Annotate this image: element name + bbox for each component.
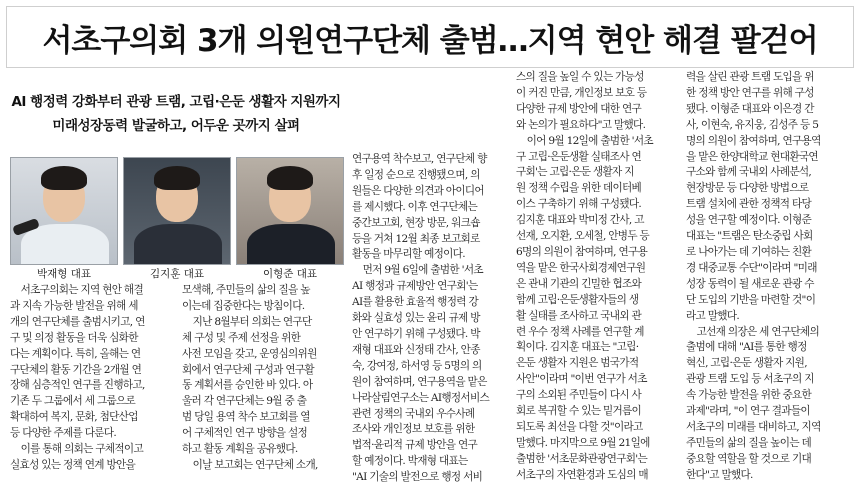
text-line: 사, 이현숙, 유지웅, 김성주 등 5	[686, 118, 819, 131]
text-line: AI를 활용한 효율적 행정력 강	[352, 296, 478, 309]
text-line: 라고 말했다.	[686, 309, 740, 322]
text-line: 서초구의 자연환경과 도심의 매	[516, 468, 648, 481]
text-line: 사안"이라며 "이번 연구가 서초	[516, 373, 647, 386]
text-line: 원 정책 수립을 위한 데이터베	[516, 182, 642, 195]
text-line: 혁신, 고립·은둔 생활자 지원,	[686, 357, 807, 370]
headline-bar	[6, 6, 854, 68]
text-line: 원이 참여하며, 연구용역을 맡은	[352, 375, 487, 388]
text-line: 법적·윤리적 규제 방안을 연구	[352, 439, 478, 452]
text-line: 과 지속 가능한 발전을 위해 세	[10, 299, 138, 312]
article-column-5	[686, 70, 850, 484]
article-column-3	[352, 152, 512, 486]
text-line: 장해 심층적인 연구를 진행하고,	[10, 379, 145, 392]
text-line: 대표는 "트램은 탄소중립 사회	[686, 230, 813, 243]
text-line: 울러 각 연구단체는 9월 중 출	[182, 395, 307, 408]
text-line: 이어 9월 12일에 출범한 '서초	[526, 134, 653, 147]
text-line: 스의 질을 높일 수 있는 가능성	[516, 71, 644, 83]
text-line: 트램 설치에 관한 정책적 타당	[686, 198, 812, 211]
text-line: 이날 보고회는 연구단체 소개,	[192, 458, 318, 471]
photo-row	[10, 157, 344, 283]
text-line: 구회'는 고립·은둔 생활자 지	[516, 166, 634, 179]
person-hair	[154, 166, 200, 190]
article-column-2	[182, 283, 344, 474]
text-line: 화와 실효성 있는 윤리 규제 방	[352, 312, 480, 325]
text-line: 획이다. 김지훈 대표는 "고립·	[516, 341, 639, 354]
text-line: 후 일정 순으로 진행됐으며, 의	[352, 168, 480, 181]
text-line: 기존 두 그룹에서 세 그룹으로	[10, 395, 136, 408]
text-line: 관광 트램 도입 등 서초구의 지	[686, 373, 814, 386]
text-line: 구의 소외된 주민들이 다시 사	[516, 389, 642, 402]
text-line: 모색해, 주민들의 삶의 질을 높	[182, 284, 310, 296]
text-line: 를 제시했다. 이후 연구단체는	[352, 200, 478, 213]
text-line: 다양한 규제 방안에 대한 연구	[516, 102, 642, 115]
text-line: 함께 고립·은둔생활자들의 생	[516, 293, 639, 306]
text-line: 구 및 의정 활동을 더욱 심화한	[10, 331, 138, 344]
text-line: 등 다양한 주제를 다룬다.	[10, 427, 117, 440]
text-line: 출범한 '서초문화관광연구회'는	[516, 452, 648, 465]
text-line: 연구용역 착수보고, 연구단체 향	[352, 153, 487, 165]
text-line: 나라살림연구소는 AI행정서비스	[352, 391, 490, 404]
portrait-photo-3	[236, 157, 344, 265]
text-line: 명의 의원이 참여하며, 연구용역	[686, 134, 821, 147]
text-line: 한다"고 말했다.	[686, 468, 753, 481]
text-line: 성장 동력이 될 새로운 관광 수	[686, 277, 814, 290]
photo-caption: 박재형 대표	[36, 268, 92, 280]
text-line: 등을 거쳐 12월 최종 보고회로	[352, 232, 480, 245]
photo-card-1	[10, 157, 118, 283]
article-headline: 서초구의회 3개 의원연구단체 출범…지역 현안 해결 팔걷어	[42, 22, 818, 59]
text-line: 단 도입의 기반을 마련할 것"이	[686, 293, 816, 306]
text-line: 활동을 마무리할 예정이다.	[352, 248, 465, 261]
person-hair	[41, 166, 87, 190]
text-line: 동 계획서를 승인한 바 있다. 아	[182, 379, 313, 392]
photo-caption: 이형준 대표	[262, 268, 318, 280]
text-line: 되도록 최선을 다할 것"이라고	[516, 420, 643, 433]
text-line: 구 고립·은둔생활 실태조사 연	[516, 150, 642, 163]
text-line: 과제"라며, "이 연구 결과들이	[686, 405, 810, 418]
text-line: 활 실태를 조사하고 국내외 관	[516, 309, 642, 322]
photo-card-3	[236, 157, 344, 283]
article-column-1	[10, 283, 172, 474]
text-line: 회로 복귀할 수 있는 밑거름이	[516, 405, 642, 418]
text-line: 와 논의가 필요하다"고 말했다.	[516, 118, 646, 131]
text-line: 서초구의 미래를 대비하고, 지역	[686, 420, 821, 433]
text-line: 관련 정책의 국내외 우수사례	[352, 407, 475, 420]
text-line: 은 관내 기관의 긴밀한 협조와	[516, 277, 642, 290]
text-line: 중간보고회, 현장 방문, 워크숍	[352, 216, 480, 229]
text-line: 고선재 의장은 세 연구단체의	[696, 325, 819, 338]
text-line: 안 연구하기 위해 구성됐다. 박	[352, 327, 480, 340]
text-line: 개의 연구단체를 출범시키고, 연	[10, 315, 145, 328]
portrait-photo-2	[123, 157, 231, 265]
text-line: 됐다. 이형준 대표와 이은경 간	[686, 102, 814, 115]
text-line: 로 나아가는 데 기여하는 친환	[686, 245, 812, 258]
photo-caption: 김지훈 대표	[149, 268, 205, 280]
text-line: 력을 살린 관광 트램 도입을 위	[686, 71, 814, 83]
subheadline-line-2: 미래성장동력 발굴하고, 어두운 곳까지 살펴	[52, 118, 300, 134]
text-line: 경 대중교통 수단"이라며 "미래	[686, 261, 817, 274]
text-line: 이를 통해 의회는 구체적이고	[20, 443, 143, 456]
text-line: 을 맡은 한양대학교 현대환국연	[686, 150, 818, 163]
article-column-4	[516, 70, 678, 484]
text-line: 한 정책 방안 연구를 위해 구성	[686, 86, 814, 99]
person-hair	[267, 166, 313, 190]
text-line: 서초구의회는 지역 현안 해결	[20, 284, 143, 296]
text-line: 구소와 함께 국내외 사례분석,	[686, 166, 812, 179]
text-line: 사전 모임을 갖고, 운영심의위원	[182, 347, 317, 360]
text-line: 할 예정이다. 박재형 대표는	[352, 455, 468, 468]
text-line: 어 구체적인 연구 방향을 설정	[182, 427, 308, 440]
text-line: 구단체의 활동 기간을 2개월 연	[10, 363, 142, 376]
person-body	[21, 224, 109, 265]
text-line: 출범에 대해 "AI를 통한 행정	[686, 341, 807, 354]
text-line: 숙, 강여정, 하서영 등 5명의 의	[352, 359, 482, 372]
text-line: 은둔 생활자 지원은 범국가적	[516, 357, 639, 370]
text-line: 재형 대표와 신정태 간사, 안종	[352, 343, 480, 356]
text-line: 이스 구축하기 위해 구성됐다.	[516, 198, 642, 211]
text-line: 말했다. 마지막으로 9월 21일에	[516, 436, 650, 449]
person-body	[247, 224, 335, 265]
text-line: 확대하여 복지, 문화, 첨단산업	[10, 411, 138, 424]
text-line: 회에서 연구단체 구성과 연구활	[182, 363, 314, 376]
text-line: 선재, 오지환, 오세철, 안병두 등	[516, 230, 650, 243]
text-line: 먼저 9월 6일에 출범한 '서초	[362, 264, 483, 277]
text-line: AI 행정과 규제방안 연구회'는	[352, 280, 478, 293]
text-line: 주민들의 삶의 질을 높이는 데	[686, 436, 812, 449]
text-line: 김지훈 대표와 박미정 간사, 고	[516, 214, 644, 227]
text-line: 하고 활동 계획을 공유했다.	[182, 443, 298, 456]
text-line: 현장방문 등 다양한 방법으로	[686, 182, 809, 195]
text-line: 조사와 개인정보 보호를 위한	[352, 423, 475, 436]
text-line: 6명의 의원이 참여하며, 연구용	[516, 245, 648, 258]
text-line: 실효성 있는 정책 연계 방안을	[10, 458, 136, 471]
text-line: 지난 8월부터 의회는 연구단	[192, 315, 312, 328]
text-line: 범 당일 용역 착수 보고회를 열	[182, 411, 310, 424]
text-line: 성을 연구할 예정이다. 이형준	[686, 214, 812, 227]
text-line: 련 우수 정책 사례를 연구할 계	[516, 325, 644, 338]
text-line: 역을 맡은 한국사회경제연구원	[516, 261, 646, 274]
photo-card-2	[123, 157, 231, 283]
text-line: 다는 계획이다. 특히, 올해는 연	[10, 347, 141, 360]
article-subheadline	[6, 78, 346, 150]
text-line: 중요할 역할을 할 것으로 기대	[686, 452, 812, 465]
text-line: "AI 기술의 발전으로 행정 서비	[352, 471, 483, 484]
person-body	[134, 224, 222, 265]
text-line: 이는데 집중한다는 방침이다.	[182, 299, 305, 312]
portrait-photo-1	[10, 157, 118, 265]
text-line: 체 구성 및 주제 선정을 위한	[182, 331, 301, 344]
text-line: 이 커진 만큼, 개인정보 보호 등	[516, 86, 647, 99]
subheadline-line-1: AI 행정력 강화부터 관광 트램, 고립·은둔 생활자 지원까지	[11, 94, 341, 110]
text-line: 원들은 다양한 의견과 아이디어	[352, 184, 484, 197]
text-line: 속 가능한 발전을 위한 중요한	[686, 389, 812, 402]
